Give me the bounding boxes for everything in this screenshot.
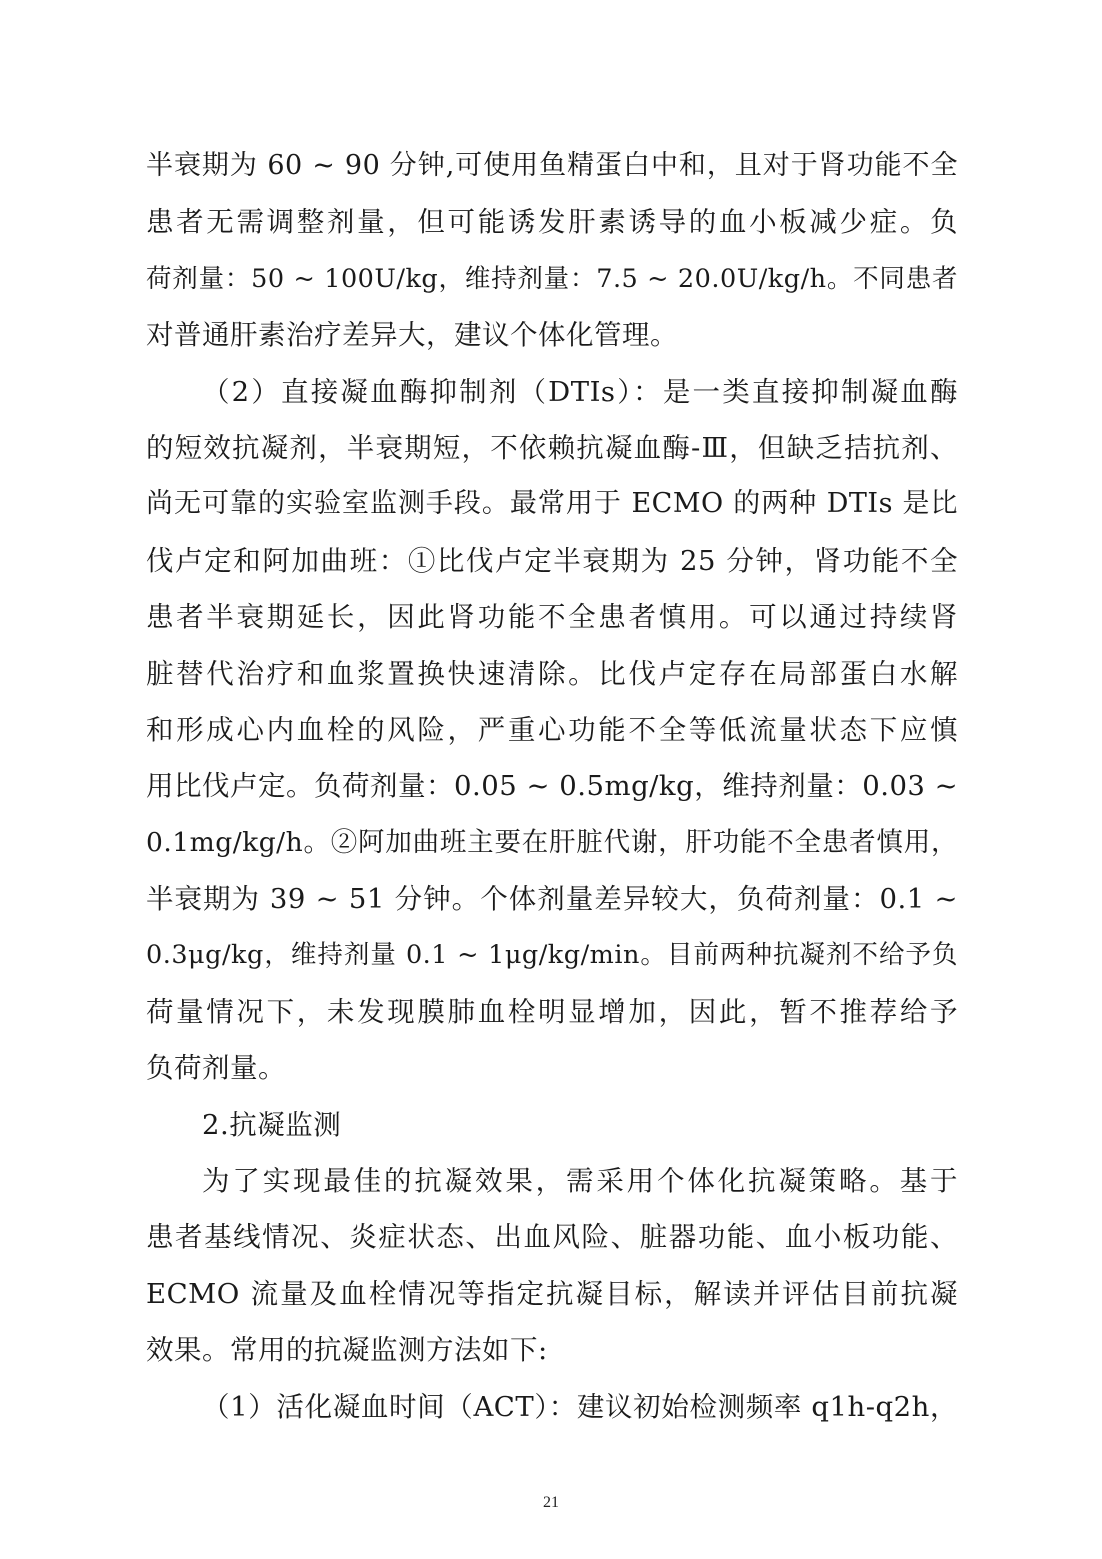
text-line: 半衰期为 60 ~ 90 分钟,可使用鱼精蛋白中和，且对于肾功能不全 <box>146 150 958 181</box>
text-line: 的短效抗凝剂，半衰期短，不依赖抗凝血酶-Ⅲ，但缺乏拮抗剂、 <box>146 431 958 464</box>
text-line: 患者无需调整剂量，但可能诱发肝素诱导的血小板减少症。负 <box>146 206 958 239</box>
text-line: 为了实现最佳的抗凝效果，需采用个体化抗凝策略。基于 <box>202 1165 958 1198</box>
section-heading: 2.抗凝监测 <box>202 1108 342 1141</box>
text-line: （2）直接凝血酶抑制剂（DTIs）：是一类直接抑制凝血酶 <box>202 375 958 408</box>
text-line: 患者半衰期延长，因此肾功能不全患者慎用。可以通过持续肾 <box>146 601 958 634</box>
text-line: 尚无可靠的实验室监测手段。最常用于 ECMO 的两种 DTIs 是比 <box>146 488 958 520</box>
text-line: 对普通肝素治疗差异大，建议个体化管理。 <box>146 319 678 352</box>
text-line: ECMO 流量及血栓情况等指定抗凝目标，解读并评估目前抗凝 <box>146 1277 958 1310</box>
text-line: 伐卢定和阿加曲班：①比伐卢定半衰期为 25 分钟，肾功能不全 <box>146 544 958 577</box>
document-body <box>146 138 958 1435</box>
text-line: 患者基线情况、炎症状态、出血风险、脏器功能、血小板功能、 <box>146 1221 958 1254</box>
text-line: 荷剂量：50 ~ 100U/kg，维持剂量：7.5 ~ 20.0U/kg/h。不同患者 <box>146 263 958 294</box>
text-line: 0.3μg/kg，维持剂量 0.1 ~ 1μg/kg/min。目前两种抗凝剂不给予负 <box>146 940 958 971</box>
text-line: 和形成心内血栓的风险，严重心功能不全等低流量状态下应慎 <box>146 713 958 746</box>
text-line: （1）活化凝血时间（ACT）：建议初始检测频率 q1h-q2h， <box>202 1390 958 1423</box>
text-line: 荷量情况下，未发现膜肺血栓明显增加，因此，暂不推荐给予 <box>146 995 958 1028</box>
text-line: 效果。常用的抗凝监测方法如下: <box>146 1334 548 1367</box>
text-line: 半衰期为 39 ~ 51 分钟。个体剂量差异较大，负荷剂量：0.1 ~ <box>146 883 958 916</box>
text-line: 0.1mg/kg/h。②阿加曲班主要在肝脏代谢，肝功能不全患者慎用， <box>146 826 958 858</box>
text-line: 脏替代治疗和血浆置换快速清除。比伐卢定存在局部蛋白水解 <box>146 657 958 690</box>
page-number: 21 <box>543 1494 559 1511</box>
text-line: 用比伐卢定。负荷剂量：0.05 ~ 0.5mg/kg，维持剂量：0.03 ~ <box>146 770 959 803</box>
text-line: 负荷剂量。 <box>146 1052 286 1085</box>
